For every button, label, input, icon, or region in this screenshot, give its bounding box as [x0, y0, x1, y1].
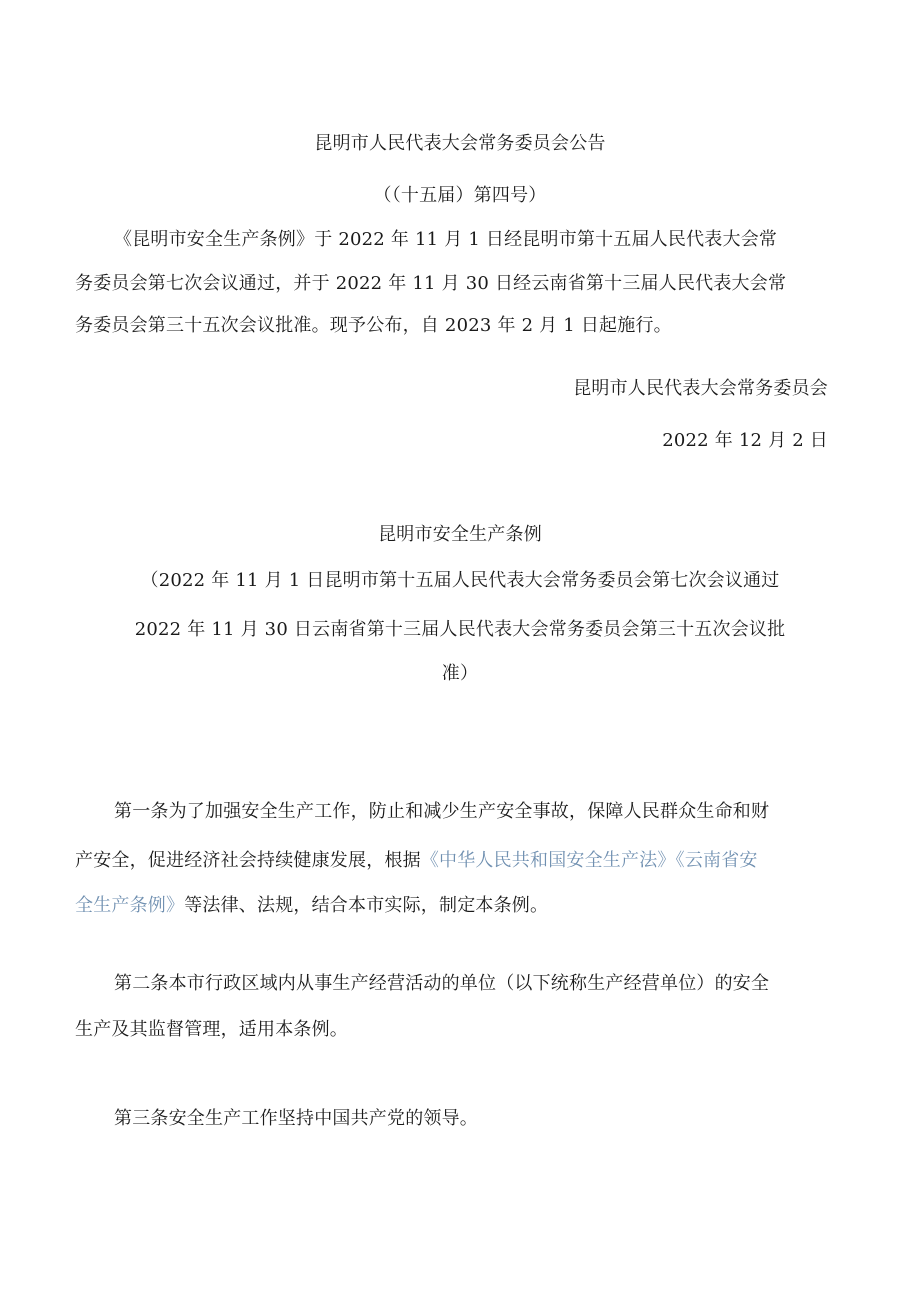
- announcement-date: 2022 年 12 月 2 日: [662, 430, 828, 451]
- article-2-line-1: 第二条本市行政区域内从事生产经营活动的单位（以下统称生产经营单位）的安全: [114, 973, 770, 994]
- article-1-line-2-text: 产安全，促进经济社会持续健康发展，根据: [75, 850, 421, 871]
- article-1-line-2: [75, 850, 758, 872]
- regulation-link-yunnan-part-2[interactable]: 全生产条例》: [75, 895, 185, 916]
- regulation-note-line-1: （2022 年 11 月 1 日昆明市第十五届人民代表大会常务委员会第七次会议通过: [140, 570, 780, 591]
- announcement-title: 昆明市人民代表大会常务委员会公告: [314, 133, 606, 154]
- article-3-line-1: 第三条安全生产工作坚持中国共产党的领导。: [114, 1108, 478, 1129]
- regulation-note-line-2: 2022 年 11 月 30 日云南省第十三届人民代表大会常务委员会第三十五次会议批: [134, 619, 786, 640]
- article-1-line-3: [75, 895, 548, 917]
- announcement-number: （（十五届）第四号）: [373, 185, 547, 206]
- announcement-body-line-2: 务委员会第七次会议通过，并于 2022 年 11 月 30 日经云南省第十三届人民代表大会常: [75, 273, 787, 294]
- article-2-line-2: 生产及其监督管理，适用本条例。: [75, 1019, 348, 1040]
- regulation-note-line-3: 准）: [441, 663, 479, 684]
- law-link-safety-production-law[interactable]: 《中华人民共和国安全生产法》: [420, 850, 676, 871]
- article-1-line-3-text: 等法律、法规，结合本市实际，制定本条例。: [184, 895, 549, 916]
- announcement-body-line-3: 务委员会第三十五次会议批准。现予公布，自 2023 年 2 月 1 日起施行。: [75, 315, 672, 336]
- announcement-body-line-1: 《昆明市安全生产条例》于 2022 年 11 月 1 日经昆明市第十五届人民代表大会常: [114, 229, 778, 250]
- regulation-title: 昆明市安全生产条例: [378, 524, 542, 545]
- regulation-link-yunnan-part-1[interactable]: 《云南省安: [675, 850, 758, 871]
- announcement-issuer: 昆明市人民代表大会常务委员会: [573, 378, 828, 399]
- article-1-line-1: 第一条为了加强安全生产工作，防止和减少生产安全事故，保障人民群众生命和财: [114, 801, 770, 822]
